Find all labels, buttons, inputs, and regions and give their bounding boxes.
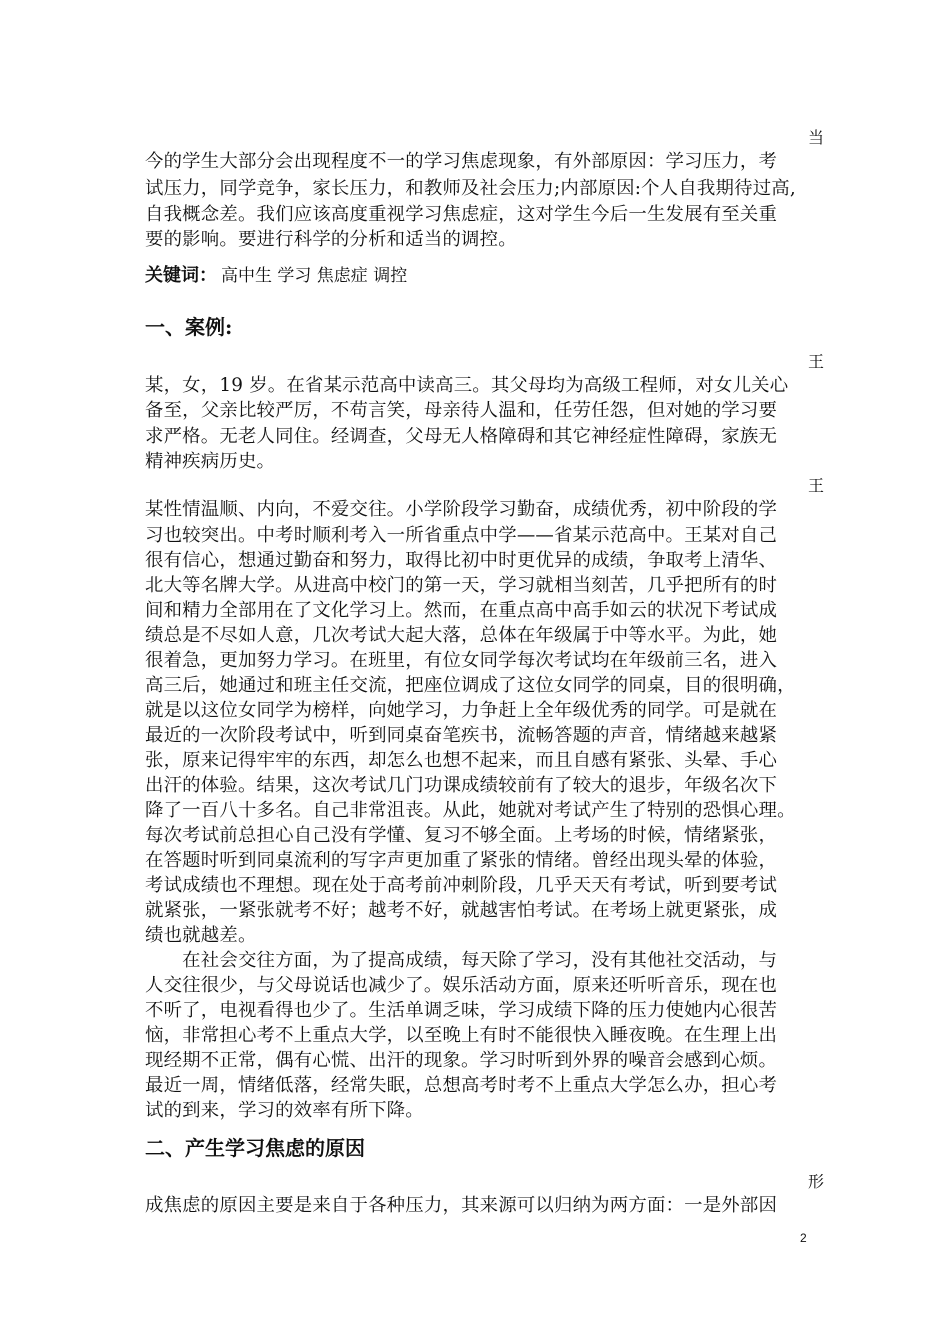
text-line: 某性情温顺、内向，不爱交往。小学阶段学习勤奋，成绩优秀，初中阶段的学 bbox=[145, 499, 778, 520]
keywords-line bbox=[145, 263, 407, 289]
text-line: 现经期不正常，偶有心慌、出汗的现象。学习时听到外界的噪音会感到心烦。 bbox=[145, 1050, 778, 1071]
text-line: 成焦虑的原因主要是来自于各种压力，其来源可以归纳为两方面：一是外部因 bbox=[145, 1195, 778, 1216]
text-line: 最近的一次阶段考试中，听到同桌奋笔疾书，流畅答题的声音，情绪越来越紧 bbox=[145, 725, 778, 746]
text-line: 考试成绩也不理想。现在处于高考前冲刺阶段，几乎天天有考试，听到要考试 bbox=[145, 875, 778, 896]
text-line: 就紧张，一紧张就考不好；越考不好，就越害怕考试。在考场上就更紧张，成 bbox=[145, 900, 778, 921]
text-line: 绩也就越差。 bbox=[145, 925, 257, 946]
text-line: 某，女，19 岁。在省某示范高中读高三。其父母均为高级工程师，对女儿关心 bbox=[145, 375, 789, 396]
text-line: 求严格。无老人同住。经调查，父母无人格障碍和其它神经症性障碍，家族无 bbox=[145, 426, 778, 447]
paragraph-lead-char: 形 bbox=[807, 1172, 824, 1191]
text-line: 很有信心，想通过勤奋和努力，取得比初中时更优异的成绩，争取考上清华、 bbox=[145, 550, 778, 571]
paragraph-lead-char: 王 bbox=[807, 476, 824, 495]
text-line: 精神疾病历史。 bbox=[145, 451, 276, 472]
text-line: 降了一百八十多名。自己非常沮丧。从此，她就对考试产生了特别的恐惧心理。 bbox=[145, 800, 796, 821]
text-line: 绩总是不尽如人意，几次考试大起大落，总体在年级属于中等水平。为此，她 bbox=[145, 625, 778, 646]
text-line: 不听了，电视看得也少了。生活单调乏味，学习成绩下降的压力使她内心很苦 bbox=[145, 1000, 778, 1021]
keywords-label: 关键词： bbox=[145, 265, 217, 286]
text-line: 要的影响。要进行科学的分析和适当的调控。 bbox=[145, 229, 517, 250]
text-line: 今的学生大部分会出现程度不一的学习焦虑现象，有外部原因：学习压力，考 bbox=[145, 151, 778, 172]
text-line: 很着急，更加努力学习。在班里，有位女同学每次考试均在年级前三名，进入 bbox=[145, 650, 778, 671]
text-line: 每次考试前总担心自己没有学懂、复习不够全面。上考场的时候，情绪紧张， bbox=[145, 825, 778, 846]
paragraph-lead-char: 当 bbox=[807, 128, 824, 147]
section-heading: 二、产生学习焦虑的原因 bbox=[145, 1136, 365, 1160]
text-line: 在社会交往方面，为了提高成绩，每天除了学习，没有其他社交活动，与 bbox=[145, 950, 778, 971]
text-line: 就是以这位女同学为榜样，向她学习，力争赶上全年级优秀的同学。可是就在 bbox=[145, 700, 778, 721]
text-line: 最近一周，情绪低落，经常失眠，总想高考时考不上重点大学怎么办，担心考 bbox=[145, 1075, 778, 1096]
text-line: 北大等名牌大学。从进高中校门的第一天，学习就相当刻苦，几乎把所有的时 bbox=[145, 575, 778, 596]
text-line: 自我概念差。我们应该高度重视学习焦虑症，这对学生今后一生发展有至关重 bbox=[145, 204, 778, 225]
paragraph-lead-char: 王 bbox=[807, 352, 824, 371]
text-line: 备至，父亲比较严厉，不苟言笑，母亲待人温和，任劳任怨，但对她的学习要 bbox=[145, 400, 778, 421]
text-line: 习也较突出。中考时顺利考入一所省重点中学——省某示范高中。王某对自己 bbox=[145, 525, 778, 546]
text-line: 出汗的体验。结果，这次考试几门功课成绩较前有了较大的退步，年级名次下 bbox=[145, 775, 778, 796]
text-line: 在答题时听到同桌流利的写字声更加重了紧张的情绪。曾经出现头晕的体验， bbox=[145, 850, 778, 871]
text-line: 试的到来，学习的效率有所下降。 bbox=[145, 1100, 424, 1121]
keywords-value: 高中生 学习 焦虑症 调控 bbox=[221, 266, 408, 286]
text-line: 试压力，同学竞争，家长压力，和教师及社会压力;内部原因:个人自我期待过高, bbox=[145, 178, 796, 199]
text-line: 恼，非常担心考不上重点大学，以至晚上有时不能很快入睡夜晚。在生理上出 bbox=[145, 1025, 778, 1046]
section-heading: 一、案例: bbox=[145, 315, 233, 339]
page-number: 2 bbox=[800, 1231, 807, 1245]
text-line: 张，原来记得牢牢的东西，却怎么也想不起来，而且自感有紧张、头晕、手心 bbox=[145, 750, 778, 771]
text-line: 高三后，她通过和班主任交流，把座位调成了这位女同学的同桌，目的很明确， bbox=[145, 675, 796, 696]
text-line: 间和精力全部用在了文化学习上。然而，在重点高中高手如云的状况下考试成 bbox=[145, 600, 778, 621]
text-line: 人交往很少，与父母说话也减少了。娱乐活动方面，原来还听听音乐，现在也 bbox=[145, 975, 778, 996]
